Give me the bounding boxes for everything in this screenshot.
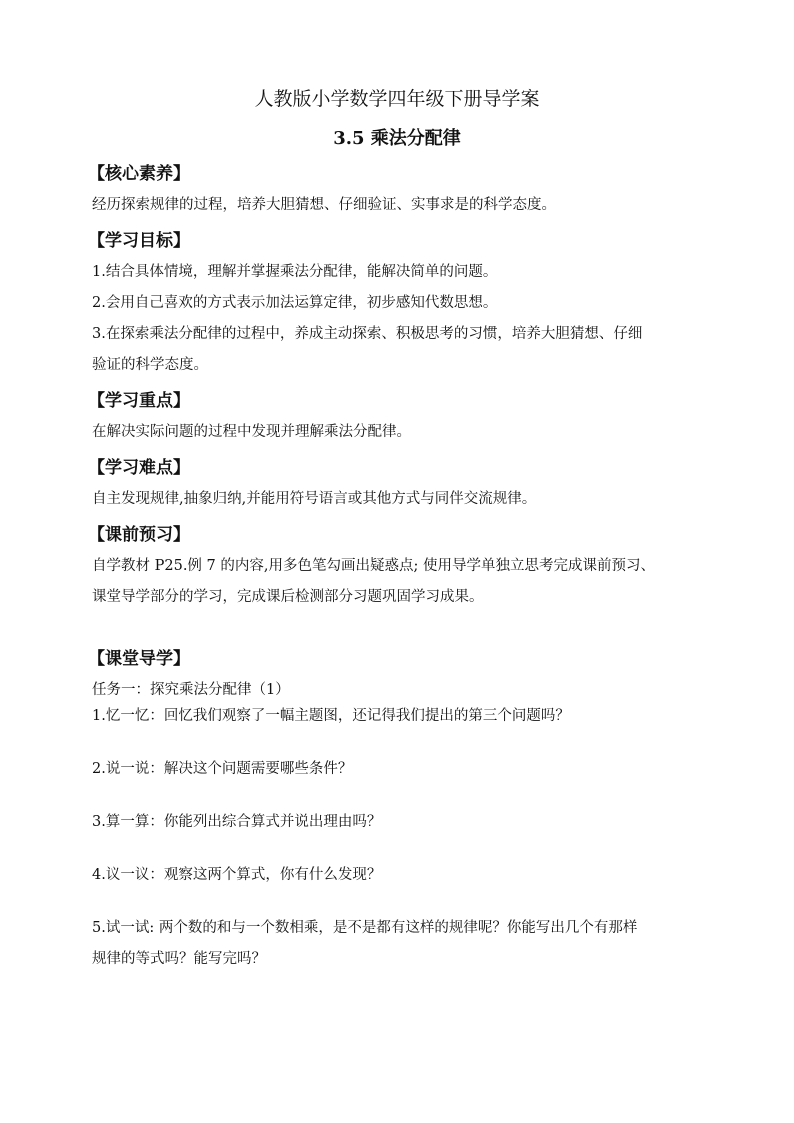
key-text: 在解决实际问题的过程中发现并理解乘法分配律。	[92, 424, 411, 440]
preview-line: 自学教材 P25.例 7 的内容,用多色笔勾画出疑惑点; 使用导学单独立思考完成课前预习、	[92, 558, 655, 574]
document-page	[88, 84, 702, 975]
goal-item: 1.结合具体情境，理解并掌握乘法分配律，能解决简单的问题。	[92, 264, 498, 280]
question-5-cont: 规律的等式吗？能写完吗？	[92, 951, 266, 967]
difficulty-heading: 【学习难点】	[88, 458, 190, 478]
core-heading: 【核心素养】	[88, 164, 190, 184]
question-2: 2.说一说：解决这个问题需要哪些条件？	[92, 761, 353, 777]
guide-heading: 【课堂导学】	[88, 649, 190, 669]
core-text: 经历探索规律的过程，培养大胆猜想、仔细验证、实事求是的科学态度。	[92, 197, 556, 213]
goals-heading: 【学习目标】	[88, 231, 190, 251]
preview-heading: 【课前预习】	[88, 525, 190, 545]
goal-item: 验证的科学态度。	[92, 357, 208, 373]
question-1: 1.忆一忆：回忆我们观察了一幅主题图，还记得我们提出的第三个问题吗？	[92, 708, 570, 724]
goal-item: 3.在探索乘法分配律的过程中，养成主动探索、积极思考的习惯，培养大胆猜想、仔细	[92, 326, 643, 342]
document-title: 人教版小学数学四年级下册导学案	[254, 88, 540, 110]
goal-item: 2.会用自己喜欢的方式表示加法运算定律，初步感知代数思想。	[92, 295, 498, 311]
question-3: 3.算一算：你能列出综合算式并说出理由吗？	[92, 814, 382, 830]
preview-line: 课堂导学部分的学习，完成课后检测部分习题巩固学习成果。	[92, 589, 484, 605]
lesson-title: 3.5 乘法分配律	[333, 128, 461, 149]
question-4: 4.议一议：观察这两个算式，你有什么发现？	[92, 867, 382, 883]
task-title: 任务一：探究乘法分配律（1）	[92, 682, 290, 698]
difficulty-text: 自主发现规律,抽象归纳,并能用符号语言或其他方式与同伴交流规律。	[92, 491, 537, 507]
question-5: 5.试一试: 两个数的和与一个数相乘，是不是都有这样的规律呢？你能写出几个有那样	[92, 920, 638, 936]
key-heading: 【学习重点】	[88, 391, 190, 411]
